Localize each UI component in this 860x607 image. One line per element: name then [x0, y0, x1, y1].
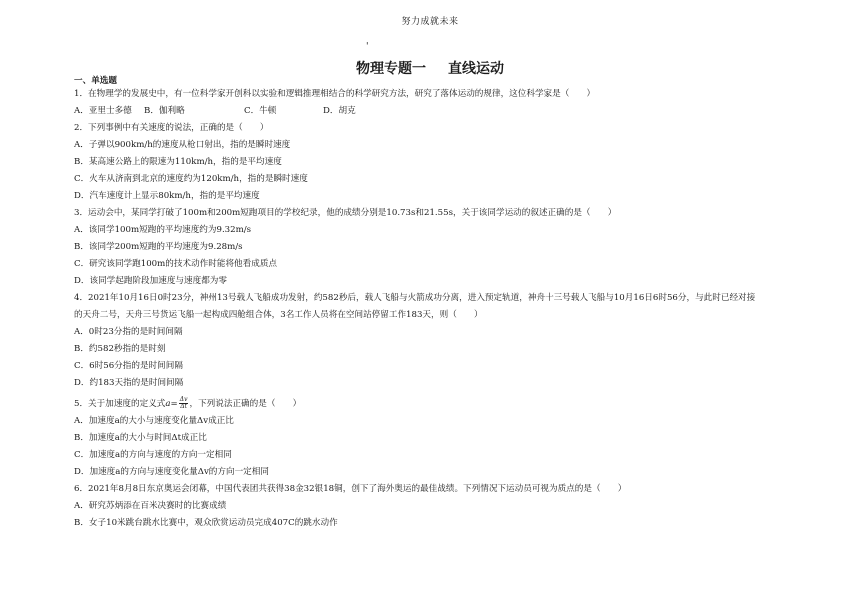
- question-3-option-d: D．该同学起跑阶段加速度与速度都为零: [74, 276, 227, 286]
- question-2-option-a: A．子弹以900km/h的速度从枪口射出，指的是瞬时速度: [74, 140, 291, 150]
- question-6-stem: 6．2021年8月8日东京奥运会闭幕，中国代表团共获得38金32银18铜，创下了海外奥运的最佳战绩。下列情况下运动员可视为质点的是（ ）: [74, 484, 627, 494]
- title-part1: 物理专题一: [356, 61, 426, 77]
- document-title: [0, 58, 860, 78]
- formula-denominator: Δt: [180, 403, 187, 410]
- question-5-stem-prefix: 5．关于加速度的定义式: [74, 399, 166, 409]
- question-4-stem-line1: 4．2021年10月16日0时23分，神州13号载人飞船成功发射，约582秒后，载人飞船与火箭成功分离，进入预定轨道，神舟十三号载人飞船与10月16日6时56分，与此时已经对接: [74, 293, 756, 303]
- question-5-option-b: B．加速度a的大小与时间Δt成正比: [74, 433, 207, 443]
- question-4-stem-line2: 的天舟二号，天舟三号货运飞船一起构成四舱组合体，3名工作人员将在空间站停留工作183天，则（ ）: [74, 310, 483, 320]
- formula-equals: =: [170, 399, 178, 409]
- question-2-option-d: D．汽车速度计上显示80km/h，指的是平均速度: [74, 191, 260, 201]
- acceleration-formula-fraction: [179, 397, 189, 410]
- question-5-stem-suffix: ，下列说法正确的是（ ）: [189, 399, 302, 409]
- page-header-slogan: 努力成就未来: [401, 17, 459, 27]
- question-1-option-d: D．胡克: [323, 106, 356, 116]
- question-4-option-c: C．6时56分指的是时间间隔: [74, 361, 183, 371]
- formula-a-symbol: a: [165, 399, 171, 409]
- question-5-stem: [74, 397, 800, 410]
- question-4-option-b: B．约582秒指的是时刻: [74, 344, 166, 354]
- question-6-option-b: B．女子10米跳台跳水比赛中，观众欣赏运动员完成407C的跳水动作: [74, 518, 338, 528]
- question-5-option-d: D．加速度a的方向与速度变化量Δv的方向一定相同: [74, 467, 269, 477]
- question-1-options: [74, 106, 800, 117]
- question-1-stem: 1．在物理学的发展史中，有一位科学家开创科以实验和逻辑推理相结合的科学研究方法，研究了落体运动的规律，这位科学家是（ ）: [74, 89, 596, 99]
- question-3-option-a: A．该同学100m短跑的平均速度约为9.32m/s: [74, 225, 252, 235]
- question-6-option-a: A．研究苏炳添在百米决赛时的比赛成绩: [74, 501, 227, 511]
- question-3-option-c: C．研究该同学跑100m的技术动作时能将他看成质点: [74, 259, 278, 269]
- question-5-option-a: A．加速度a的大小与速度变化量Δv成正比: [74, 416, 234, 426]
- question-2-option-c: C．火车从济南到北京的速度约为120km/h，指的是瞬时速度: [74, 174, 308, 184]
- section-heading: 一、单选题: [74, 76, 117, 86]
- question-1-option-b: B．伽利略: [144, 106, 185, 116]
- question-1-option-a: A．亚里士多德: [74, 106, 132, 116]
- question-1-option-c: C．牛顿: [244, 106, 277, 116]
- document-body: [74, 76, 800, 535]
- question-4-option-a: A．0时23分指的是时间间隔: [74, 327, 183, 337]
- question-3-option-b: B．该同学200m短跑的平均速度为9.28m/s: [74, 242, 243, 252]
- header-mark: ': [366, 42, 369, 52]
- question-5-option-c: C．加速度a的方向与速度的方向一定相同: [74, 450, 232, 460]
- question-4-option-d: D．约183天指的是时间间隔: [74, 378, 184, 388]
- question-2-stem: 2．下列事例中有关速度的说法，正确的是（ ）: [74, 123, 269, 133]
- question-2-option-b: B．某高速公路上的限速为110km/h，指的是平均速度: [74, 157, 282, 167]
- title-part2: 直线运动: [448, 61, 504, 77]
- formula-numerator: Δv: [179, 396, 188, 403]
- question-3-stem: 3．运动会中，某同学打破了100m和200m短跑项目的学校纪录，他的成绩分别是10.73s和21.55s，关于该同学运动的叙述正确的是（ ）: [74, 208, 617, 218]
